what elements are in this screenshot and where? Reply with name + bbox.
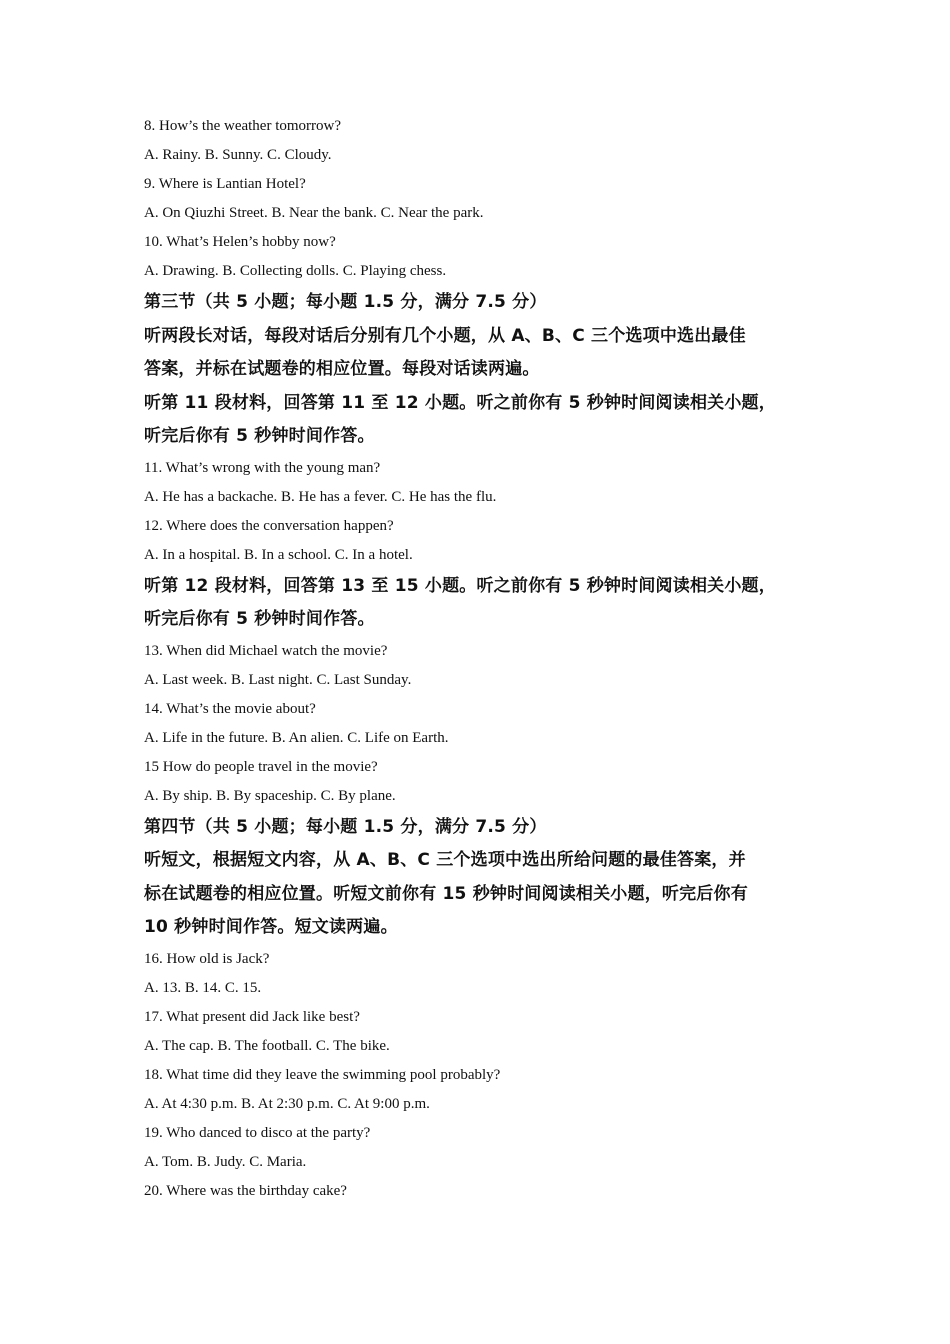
section-instruction-line: 听完后你有 5 秒钟时间作答。 <box>144 426 375 446</box>
question-line: 11. What’s wrong with the young man? <box>144 459 381 476</box>
question-line: A. By ship. B. By spaceship. C. By plane. <box>144 787 396 804</box>
question-line: 10. What’s Helen’s hobby now? <box>144 234 336 250</box>
section-instruction-line: 第三节（共 5 小题；每小题 1.5 分，满分 7.5 分） <box>144 292 547 312</box>
question-line: A. The cap. B. The football. C. The bike. <box>144 1037 390 1054</box>
question-line: A. In a hospital. B. In a school. C. In a hotel. <box>144 546 413 563</box>
question-line: 8. How’s the weather tomorrow? <box>144 118 342 134</box>
question-line: 17. What present did Jack like best? <box>144 1008 360 1025</box>
question-line: A. At 4:30 p.m. B. At 2:30 p.m. C. At 9:00 p.m. <box>144 1095 430 1112</box>
question-line: A. Drawing. B. Collecting dolls. C. Playing chess. <box>144 263 447 279</box>
question-line: A. 13. B. 14. C. 15. <box>144 979 262 996</box>
section-instruction-line: 答案，并标在试题卷的相应位置。每段对话读两遍。 <box>144 359 540 379</box>
section-instruction-line: 听第 11 段材料，回答第 11 至 12 小题。听之前你有 5 秒钟时间阅读相关小题， <box>144 392 776 413</box>
question-line: 15 How do people travel in the movie? <box>144 758 378 775</box>
section-instruction-line: 听第 12 段材料，回答第 13 至 15 小题。听之前你有 5 秒钟时间阅读相关小题， <box>144 575 776 596</box>
question-line: A. Life in the future. B. An alien. C. Life on Earth. <box>144 729 449 746</box>
question-line: 9. Where is Lantian Hotel? <box>144 176 306 192</box>
question-line: 14. What’s the movie about? <box>144 700 316 717</box>
question-line: 20. Where was the birthday cake? <box>144 1182 347 1199</box>
question-line: 19. Who danced to disco at the party? <box>144 1124 371 1141</box>
question-line: A. He has a backache. B. He has a fever. C. He has the flu. <box>144 488 497 505</box>
section-instruction-line: 听完后你有 5 秒钟时间作答。 <box>144 609 375 629</box>
question-line: A. Last week. B. Last night. C. Last Sunday. <box>144 671 412 688</box>
section-instruction-line: 听两段长对话，每段对话后分别有几个小题，从 A、B、C 三个选项中选出最佳 <box>144 325 746 346</box>
question-line: A. Rainy. B. Sunny. C. Cloudy. <box>144 147 332 163</box>
question-line: 13. When did Michael watch the movie? <box>144 642 388 659</box>
question-line: A. Tom. B. Judy. C. Maria. <box>144 1153 307 1170</box>
question-line: 18. What time did they leave the swimming pool probably? <box>144 1066 501 1083</box>
section-instruction-line: 第四节（共 5 小题；每小题 1.5 分，满分 7.5 分） <box>144 816 547 837</box>
section-instruction-line: 标在试题卷的相应位置。听短文前你有 15 秒钟时间阅读相关小题，听完后你有 <box>144 883 748 904</box>
question-line: A. On Qiuzhi Street. B. Near the bank. C. Near the park. <box>144 205 484 221</box>
section-instruction-line: 听短文，根据短文内容，从 A、B、C 三个选项中选出所给问题的最佳答案，并 <box>144 850 746 870</box>
question-line: 12. Where does the conversation happen? <box>144 517 394 534</box>
section-instruction-line: 10 秒钟时间作答。短文读两遍。 <box>144 917 398 937</box>
question-line: 16. How old is Jack? <box>144 950 270 967</box>
exam-page <box>144 112 824 1206</box>
